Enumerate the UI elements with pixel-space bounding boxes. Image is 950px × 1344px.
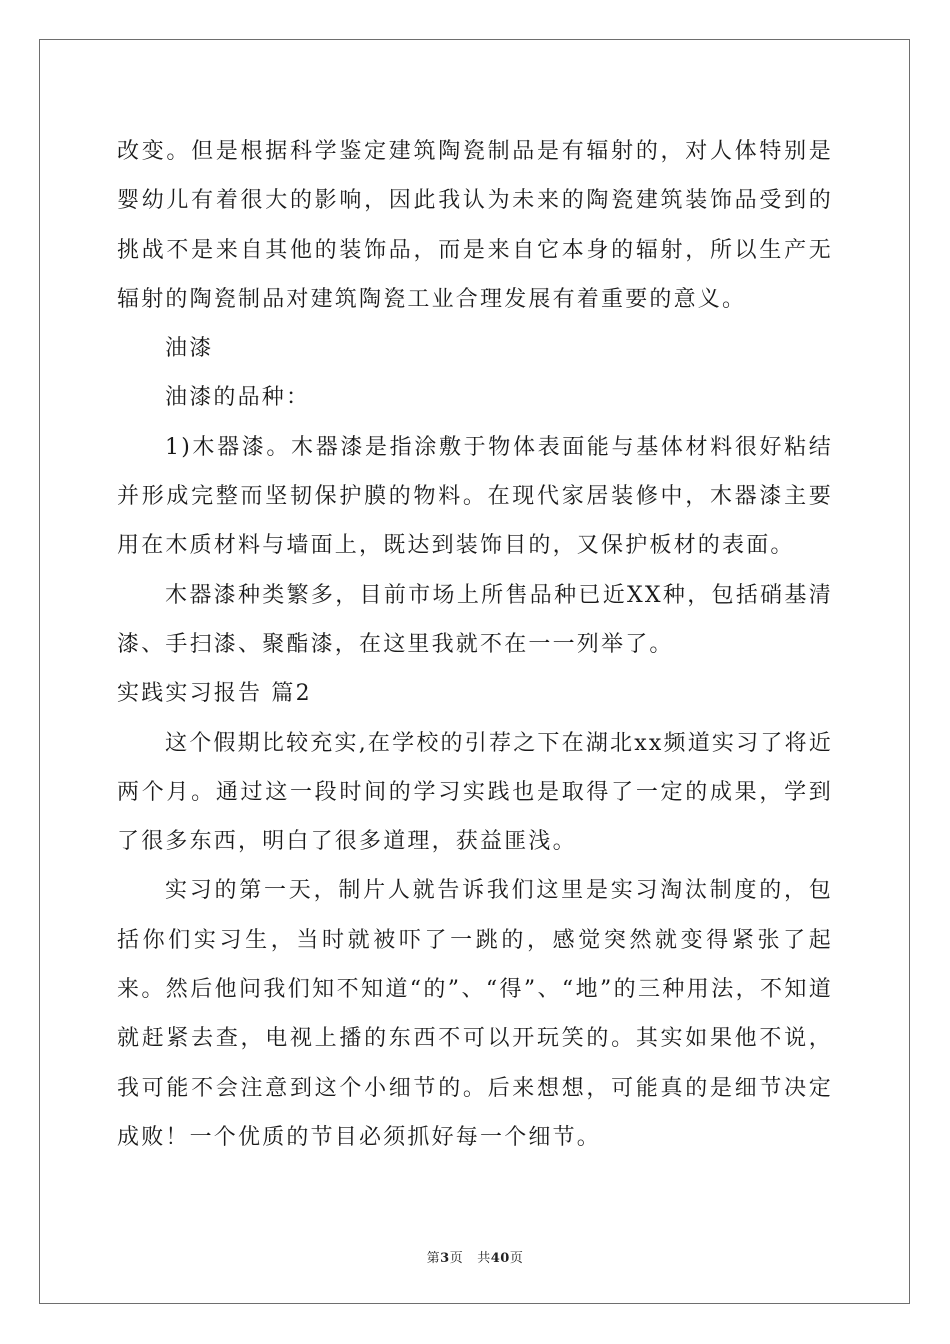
paragraph-4: 1)木器漆。木器漆是指涂敷于物体表面能与基体材料很好粘结并形成完整而坚韧保护膜的物料。在现代家居装修中，木器漆主要用在木质材料与墙面上，既达到装饰目的，又保护板材的表面。 xyxy=(117,434,833,559)
total-prefix: 共 xyxy=(477,1251,491,1266)
page-footer xyxy=(0,1247,950,1266)
total-pages: 40 xyxy=(490,1251,510,1266)
paragraph-5: 木器漆种类繁多，目前市场上所售品种已近XX种，包括硝基清漆、手扫漆、聚酯漆，在这里我就不在一一列举了。 xyxy=(117,582,833,657)
section-heading: 实践实习报告 篇2 xyxy=(117,681,312,707)
paragraph-2: 油漆 xyxy=(165,336,214,362)
page-prefix: 第 xyxy=(426,1251,441,1266)
paragraph-3: 油漆的品种： xyxy=(165,385,311,411)
document-body xyxy=(117,127,833,1162)
paragraph-1: 改变。但是根据科学鉴定建筑陶瓷制品是有辐射的，对人体特别是婴幼儿有着很大的影响，因此我认为未来的陶瓷建筑装饰品受到的挑战不是来自其他的装饰品，而是来自它本身的辐射，所以生产无辐射的陶瓷制品对建筑陶瓷工业合理发展有着重要的意义。 xyxy=(117,139,833,312)
page-suffix: 页 xyxy=(449,1251,464,1266)
paragraph-7: 实习的第一天，制片人就告诉我们这里是实习淘汰制度的，包括你们实习生，当时就被吓了一跳的，感觉突然就变得紧张了起来。然后他问我们知不知道“的”、“得”、“地”的三种用法，不知道就赶紧去查，电视上播的东西不可以开玩笑的。其实如果他不说，我可能不会注意到这个小细节的。后来想想，可能真的是细节决定成败！一个优质的节目必须抓好每一个细节。 xyxy=(117,878,833,1150)
total-suffix: 页 xyxy=(509,1251,524,1266)
paragraph-6: 这个假期比较充实,在学校的引荐之下在湖北xx频道实习了将近两个月。通过这一段时间的学习实践也是取得了一定的成果，学到了很多东西，明白了很多道理，获益匪浅。 xyxy=(117,730,833,855)
page-number: 3 xyxy=(440,1251,450,1266)
